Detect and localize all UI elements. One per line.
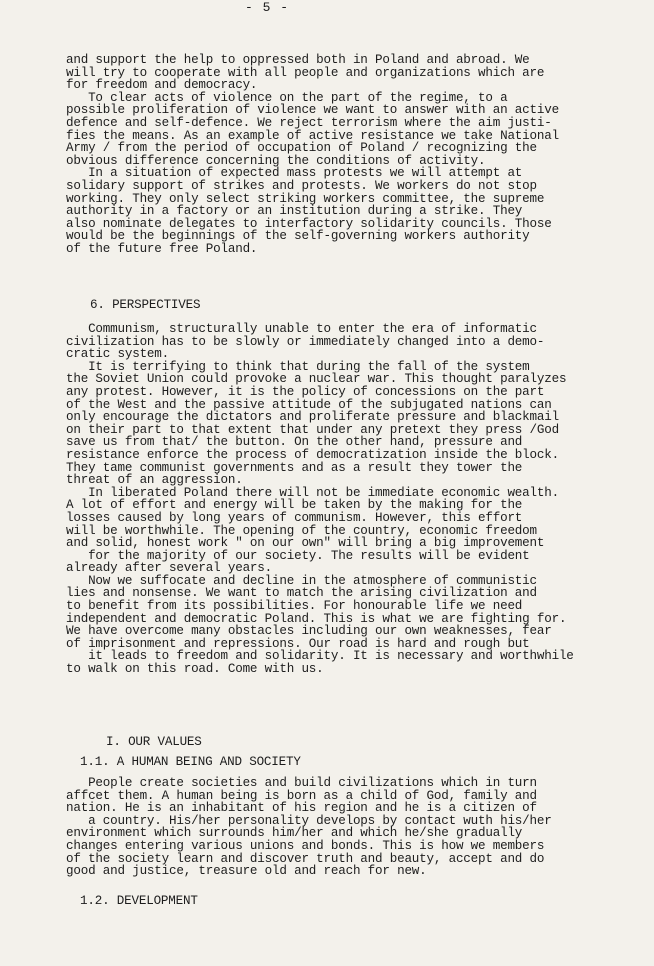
text-line: working. They only select striking workers committee, the supreme <box>66 191 545 206</box>
text-line: to benefit from its possibilities. For honourable life we need <box>66 599 523 614</box>
perspectives-paragraphs <box>66 323 646 676</box>
human-being-paragraphs <box>66 777 646 878</box>
text-line: threat of an aggression. <box>66 473 243 488</box>
text-line: fies the means. As an example of active resistance we take National <box>66 128 559 143</box>
text-line: independent and democratic Poland. This is what we are fighting for. <box>66 611 567 626</box>
text-line: and support the help to oppressed both in Poland and abroad. We <box>66 53 530 67</box>
text-line: Communism, structurally unable to enter the era of informatic <box>66 322 537 336</box>
text-line: defence and self-defence. We reject terrorism where the aim justi- <box>66 115 552 130</box>
text-line: In a situation of expected mass protests we will attempt at <box>66 166 523 181</box>
text-line: will be worthwhile. The opening of the country, economic freedom <box>66 523 537 538</box>
page-number: - 5 - <box>245 0 290 15</box>
subsection-heading-development: 1.2. DEVELOPMENT <box>80 894 198 908</box>
text-line: In liberated Poland there will not be immediate economic wealth. <box>66 485 559 500</box>
text-line: nation. He is an inhabitant of his region and he is a citizen of <box>66 801 537 816</box>
text-line: obvious difference concerning the conditions of activity. <box>66 153 486 168</box>
text-line: Army / from the period of occupation of Poland / recognizing the <box>66 141 537 156</box>
text-line: of the West and the passive attitude of the subjugated nations can <box>66 397 552 412</box>
text-line: a country. His/her personality develops by contact wuth his/her <box>66 813 552 828</box>
text-line: To clear acts of violence on the part of the regime, to a <box>66 90 508 105</box>
text-line: will try to cooperate with all people and organizations which are <box>66 65 545 80</box>
text-line: would be the beginnings of the self-governing workers authority <box>66 229 530 244</box>
text-line: environment which surrounds him/her and which he/she gradually <box>66 826 523 841</box>
text-line: solidary support of strikes and protests. We workers do not stop <box>66 178 537 193</box>
text-line: Now we suffocate and decline in the atmosphere of communistic <box>66 573 537 588</box>
text-line: also nominate delegates to interfactory solidarity councils. Those <box>66 216 552 231</box>
text-line: People create societies and build civilizations which in turn <box>66 776 537 790</box>
text-line: cratic system. <box>66 347 170 362</box>
text-line: for freedom and democracy. <box>66 78 258 93</box>
text-line: We have overcome many obstacles including our own weaknesses, fear <box>66 624 552 639</box>
text-line: lies and nonsense. We want to match the arising civilization and <box>66 586 537 601</box>
text-line: of the society learn and discover truth and beauty, accept and do <box>66 851 545 866</box>
section-heading-perspectives: 6. PERSPECTIVES <box>90 298 201 312</box>
text-line: They tame communist governments and as a result they tower the <box>66 460 523 475</box>
text-line: losses caused by long years of communism. However, this effort <box>66 510 523 525</box>
text-line: resistance enforce the process of democratization inside the block. <box>66 447 559 462</box>
section-heading-our-values: I. OUR VALUES <box>106 735 202 749</box>
text-line: only encourage the dictators and proliferate pressure and blackmail <box>66 410 559 425</box>
text-line: affcet them. A human being is born as a child of God, family and <box>66 788 537 803</box>
text-line: the Soviet Union could provoke a nuclear war. This thought paralyzes <box>66 372 567 387</box>
text-line: for the majority of our society. The results will be evident <box>66 548 530 563</box>
text-line: and solid, honest work " on our own" will bring a big improvement <box>66 536 545 551</box>
text-line: to walk on this road. Come with us. <box>66 662 324 677</box>
intro-paragraphs <box>66 54 646 256</box>
text-line: of the future free Poland. <box>66 241 258 256</box>
text-line: changes entering various unions and bonds. This is how we members <box>66 838 545 853</box>
text-line: It is terrifying to think that during the fall of the system <box>66 359 530 374</box>
text-line: save us from that/ the button. On the other hand, pressure and <box>66 435 523 450</box>
text-line: on their part to that extent that under any pretext they press /God <box>66 422 559 437</box>
text-line: A lot of effort and energy will be taken by the making for the <box>66 498 523 513</box>
subsection-heading-human-being: 1.1. A HUMAN BEING AND SOCIETY <box>80 755 301 769</box>
text-line: civilization has to be slowly or immediately changed into a demo- <box>66 334 545 349</box>
text-line: authority in a factory or an institution during a strike. They <box>66 204 523 219</box>
text-line: of imprisonment and repressions. Our road is hard and rough but <box>66 636 530 651</box>
text-line: already after several years. <box>66 561 273 576</box>
text-line: it leads to freedom and solidarity. It is necessary and worthwhile <box>66 649 574 664</box>
text-line: possible proliferation of violence we want to answer with an active <box>66 103 559 118</box>
text-line: good and justice, treasure old and reach for new. <box>66 864 427 879</box>
text-line: any protest. However, it is the policy of concessions on the part <box>66 384 545 399</box>
